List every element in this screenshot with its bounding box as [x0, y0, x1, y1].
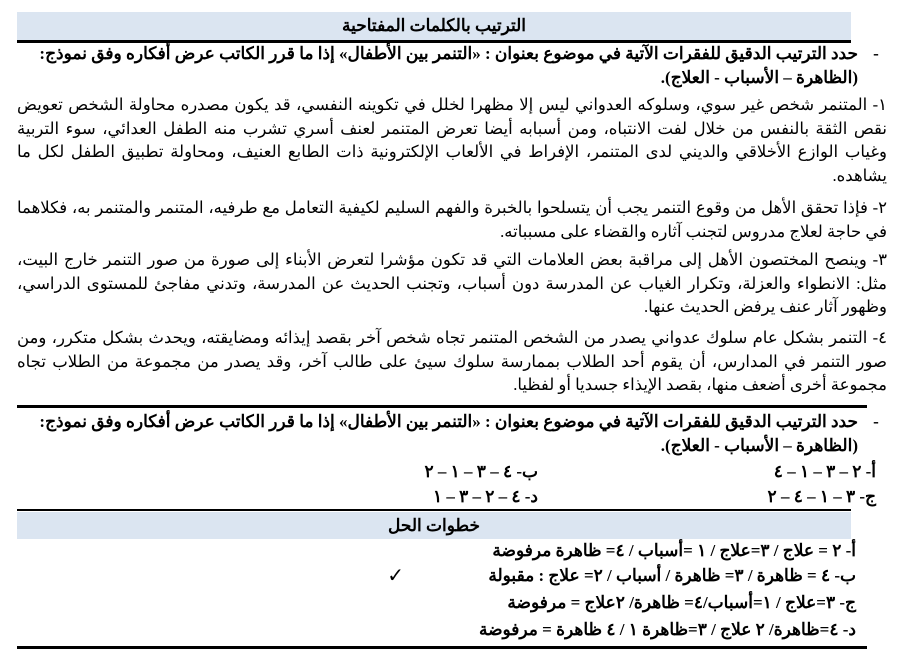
page-title: الترتيب بالكلمات المفتاحية: [17, 12, 851, 40]
prompt-line: (الظاهرة – الأسباب - العلاج).: [660, 68, 858, 87]
checkmark-icon: ✓: [387, 565, 404, 587]
paragraph-3: ٣- وينصح المختصون الأهل إلى مراقبة بعض العلامات التي قد تكون مؤشرا لتعرض الأبناء إلى صورة من صور التنمر خارج البيت، مثل: الانطواء والعزلة، وتكرار الغياب عن المدرسة دون أسباب، وتجنب الحديث عن المدرسة، وتدني مفاجئ للمستوى الدراسي، وظهور آثار عنف يرفض الحديث عنها.: [17, 250, 887, 317]
option-c[interactable]: [768, 486, 876, 508]
option-label: ب-: [516, 462, 538, 481]
paragraph-1: ١- المتنمر شخص غير سوي، وسلوكه العدواني ليس إلا مظهرا لخلل في تكوينه النفسي، قد يكون مصدره محاولة الشخص تعويض نقص الثقة بالنفس من خلال لفت الانتباه، ومن أسبابه أيضا تعرض المتنمر لعنف أسري تشرب منه الطفل العدائي، سوء التربية وغياب الوازع الأخلاقي والديني لدى المتنمر، الإفراط في الألعاب الإلكترونية ذات الطابع العنيف، ومحاولة تطبيق الطفل لكل ما يشاهده.: [17, 95, 887, 185]
option-label: ج-: [859, 487, 876, 506]
divider: [17, 405, 867, 408]
solution-step: د- ٤=ظاهرة/ ٢ علاج / ٣=ظاهرة ١ / ٤ ظاهرة = مرفوضة: [478, 620, 856, 639]
option-value: ٣ – ١ – ٤ – ٢: [767, 487, 856, 506]
option-d[interactable]: [433, 486, 538, 508]
question-prompt: [17, 410, 858, 458]
prompt-line: حدد الترتيب الدقيق للفقرات الآتية في موضوع بعنوان : «التنمر بين الأطفال» إذا ما قرر الكاتب عرض أفكاره وفق نموذج:: [39, 412, 858, 431]
option-b[interactable]: [425, 461, 538, 483]
option-label: أ-: [865, 462, 876, 481]
solution-step: ب- ٤ = ظاهرة / ٣= ظاهرة / أسباب / ٢= علاج : مقبولة: [488, 566, 856, 585]
bullet-dash: -: [873, 44, 879, 63]
solution-step: أ- ٢ = علاج / ٣=علاج / ١ =أسباب / ٤= ظاهرة مرفوضة: [492, 541, 856, 560]
paragraph-2: ٢- فإذا تحقق الأهل من وقوع التنمر يجب أن يتسلحوا بالخبرة والفهم السليم لكيفية التعامل مع طرفيه، المتنمر والمتنمر به، فكلاهما في حاجة لعلاج مدروس لتجنب آثاره والقضاء على مسبباته.: [17, 198, 887, 241]
solution-step: ج- ٣=علاج / ١=أسباب/٤= ظاهرة/ ٢علاج = مرفوضة: [507, 593, 856, 612]
bullet-dash: -: [873, 412, 879, 431]
paragraph-4: ٤- التنمر بشكل عام سلوك عدواني يصدر من الشخص المتنمر تجاه شخص آخر بقصد إيذائه ومضايقته، ويحدث بشكل متكرر، ومن صور التنمر في المدارس، أن يقوم أحد الطلاب بممارسة سلوك سيئ على طالب آخر، وقد يصدر من مجموعة من الطلاب تجاه مجموعة أخرى أضعف منها، بقصد الإيذاء جسديا أو لفظيا.: [17, 328, 887, 395]
prompt-line: (الظاهرة – الأسباب - العلاج).: [660, 436, 858, 455]
option-label: د-: [524, 487, 538, 506]
prompt-line: حدد الترتيب الدقيق للفقرات الآتية في موضوع بعنوان : «التنمر بين الأطفال» إذا ما قرر الكاتب عرض أفكاره وفق نموذج:: [39, 44, 858, 63]
option-value: ٤ – ٣ – ١ – ٢: [424, 462, 513, 481]
solution-heading: خطوات الحل: [17, 512, 851, 539]
question-prompt: [17, 42, 858, 90]
option-value: ٢ – ٣ – ١ – ٤: [773, 462, 862, 481]
divider: [17, 509, 851, 511]
divider: [17, 646, 867, 649]
option-a[interactable]: [774, 461, 876, 483]
option-value: ٤ – ٢ – ٣ – ١: [432, 487, 521, 506]
